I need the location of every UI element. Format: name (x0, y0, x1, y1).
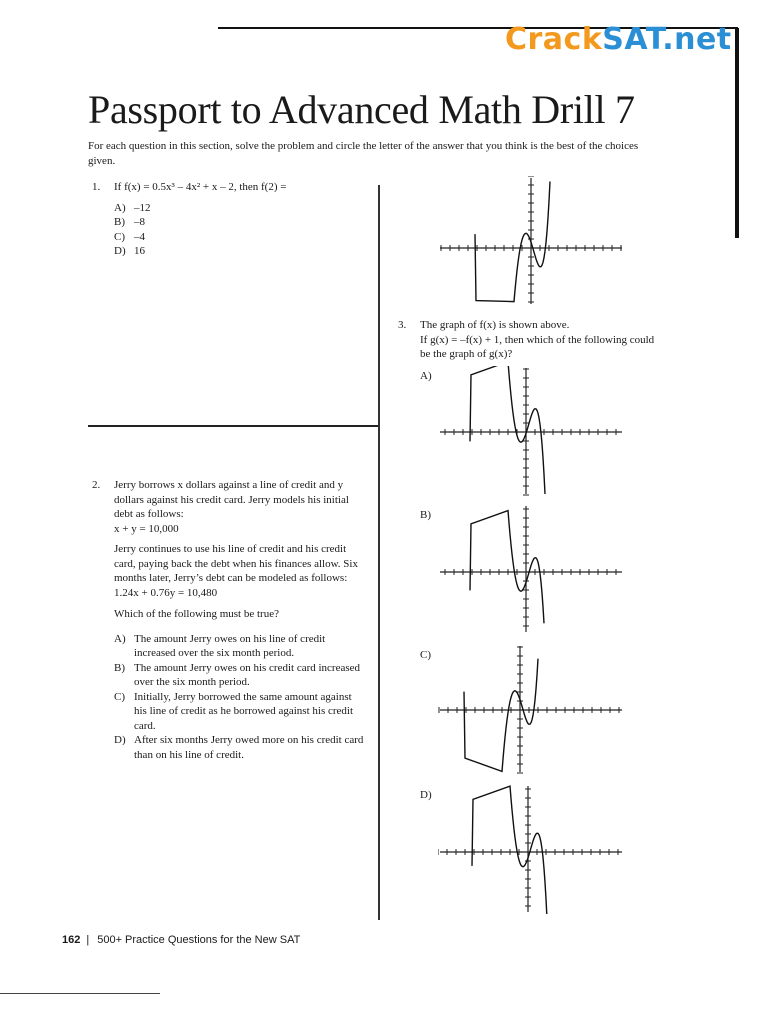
graph-b-svg (438, 504, 624, 634)
question-2 (92, 478, 364, 762)
q3-line-1: The graph of f(x) is shown above. (420, 319, 570, 331)
q3-line-2: If g(x) = –f(x) + 1, then which of the following could be the graph of g(x)? (420, 333, 655, 360)
page-footer (62, 934, 300, 946)
q3-option-c-label[interactable]: C) (420, 649, 431, 661)
book-title: 500+ Practice Questions for the New SAT (97, 934, 301, 946)
logo-part-2: SAT.net (602, 22, 732, 57)
graph-d-svg (438, 784, 624, 914)
q2-paragraph: Jerry continues to use his line of credit and his credit card, paying back the debt when his finances allow. Six months later, Jerry’s debt can be modeled as follows: (114, 543, 358, 584)
q2-option-b[interactable]: B) The amount Jerry owes on his credit card increased over the six month period. (114, 661, 361, 688)
q1-stem: If f(x) = 0.5x³ – 4x² + x – 2, then f(2) = (114, 181, 287, 193)
q3-option-b-label[interactable]: B) (420, 509, 431, 521)
q2-option-c[interactable]: C) Initially, Jerry borrowed the same amount against his line of credit as he borrowed against his credit card. (114, 690, 354, 732)
q1-option-b[interactable]: B) –8 (114, 216, 145, 228)
q2-option-a[interactable]: A) The amount Jerry owes on his line of credit increased over the six month period. (114, 632, 326, 659)
question-3 (398, 318, 658, 362)
instructions: For each question in this section, solve the problem and circle the letter of the answer that you think is the best of the choices given. (88, 140, 639, 167)
page-title: Passport to Advanced Math Drill 7 (88, 87, 635, 132)
graph-f-svg (438, 176, 624, 306)
q1-option-c[interactable]: C) –4 (114, 230, 145, 243)
footer-divider: | (86, 934, 90, 946)
right-edge-bar (735, 28, 739, 238)
graph-f-of-x (438, 176, 624, 306)
q2-question: Which of the following must be true? (114, 608, 279, 620)
bottom-rule (0, 993, 160, 994)
q2-stem: Jerry borrows x dollars against a line of credit and y dollars against his credit card. Jerry models his initial debt as follows: (114, 479, 349, 520)
question-1 (92, 180, 372, 259)
function-curve (475, 182, 550, 302)
question-divider (88, 425, 378, 427)
graph-option-c[interactable] (438, 644, 624, 774)
page-number: 162 (62, 934, 81, 946)
graph-option-d[interactable] (438, 784, 624, 914)
logo-part-1: Crack (505, 22, 603, 57)
graph-option-a[interactable] (438, 366, 624, 496)
q2-option-d[interactable]: D) After six months Jerry owed more on his credit card than on his line of credit. (114, 734, 364, 761)
crack-sat-logo (505, 22, 732, 57)
graph-option-b[interactable] (438, 504, 624, 634)
graph-c-svg (438, 644, 624, 774)
q2-equation-1: x + y = 10,000 (114, 522, 179, 535)
q1-option-d[interactable]: D) 16 (114, 245, 145, 257)
function-curve (470, 511, 544, 624)
q2-equation-2: 1.24x + 0.76y = 10,480 (114, 586, 218, 599)
q1-options (114, 201, 372, 259)
graph-a-svg (438, 366, 624, 496)
q3-option-a-label[interactable]: A) (420, 370, 432, 382)
q1-number: 1. (92, 181, 101, 193)
function-curve (464, 659, 538, 772)
column-divider (378, 185, 380, 920)
q2-number: 2. (92, 479, 101, 491)
q3-option-d-label[interactable]: D) (420, 789, 432, 801)
q2-options (114, 632, 364, 763)
q3-number: 3. (398, 319, 407, 331)
q1-option-a[interactable]: A) –12 (114, 201, 151, 214)
